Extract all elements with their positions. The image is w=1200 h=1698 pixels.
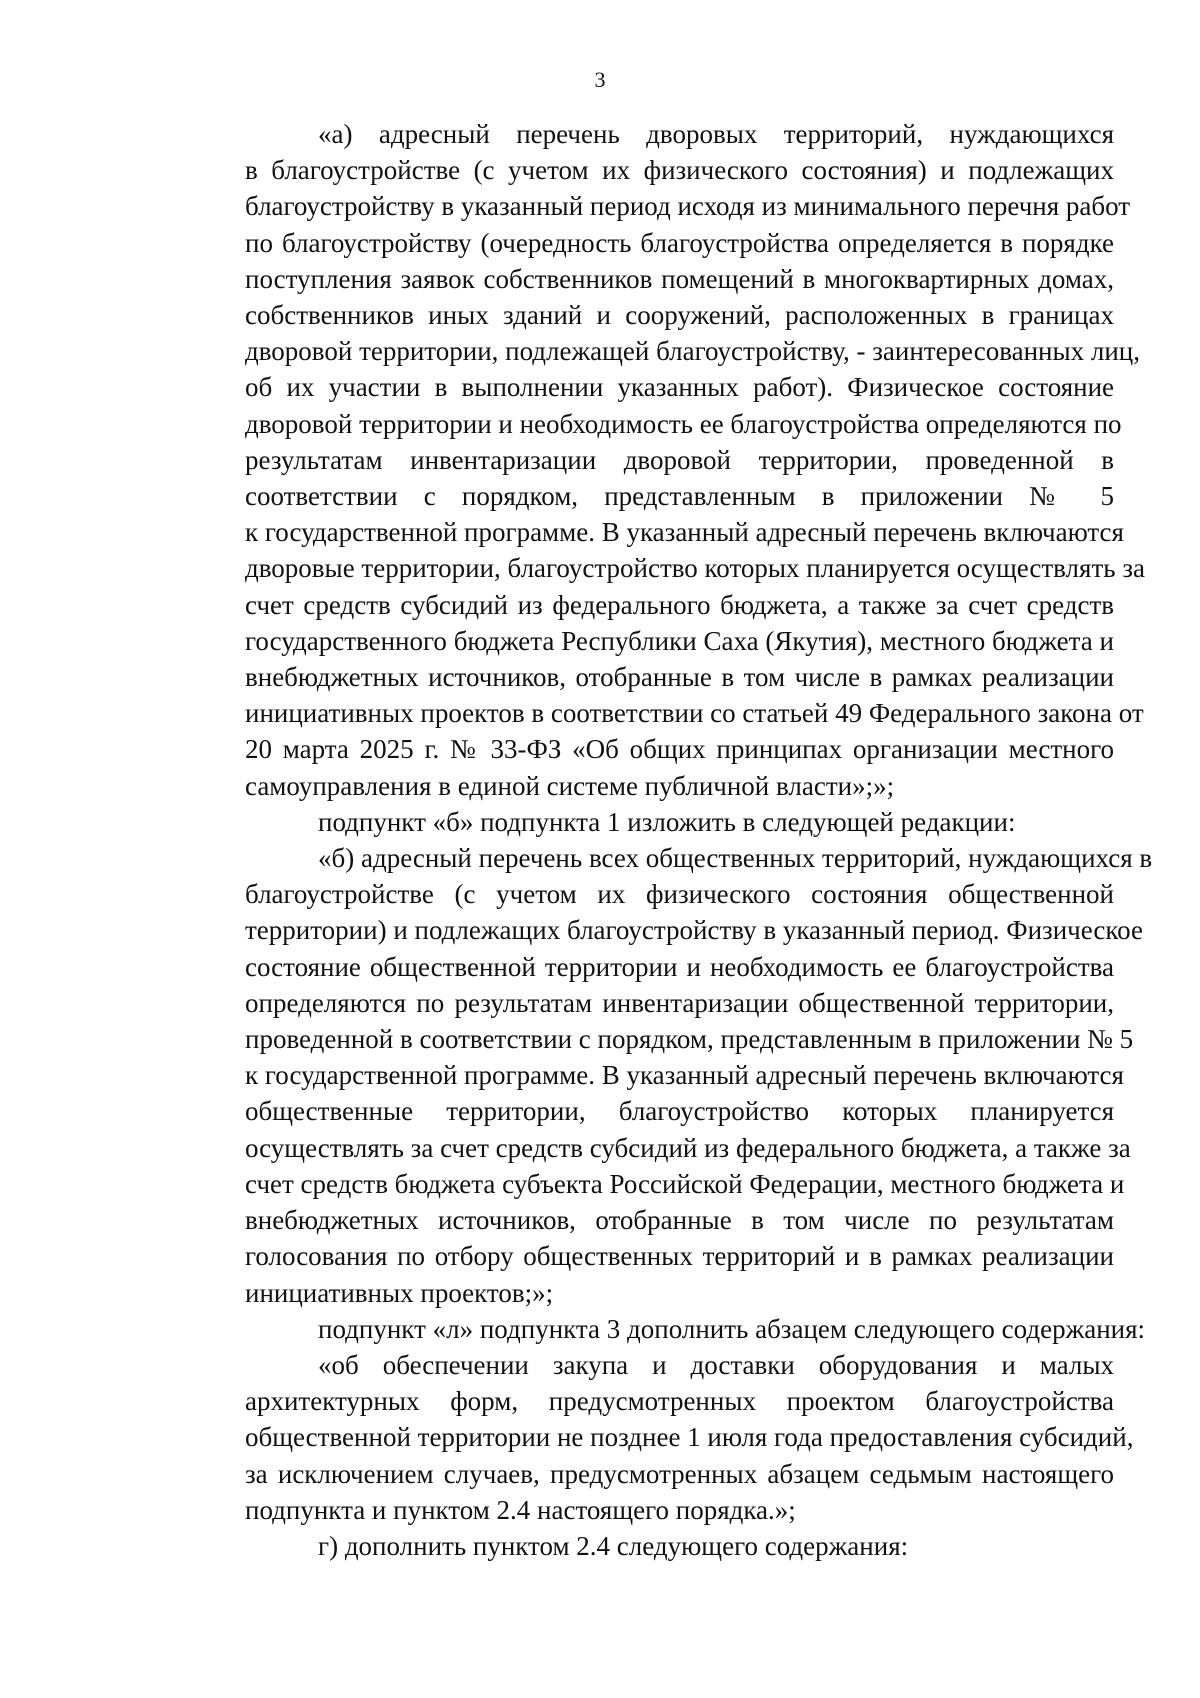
- text-line: к государственной программе. В указанный адресный перечень включаются: [245, 1060, 1124, 1091]
- text-line: самоуправления в единой системе публичной власти»;»;: [245, 770, 895, 801]
- text-line: инициативных проектов в соответствии со статьей 49 Федерального закона от: [245, 698, 1144, 729]
- text-line: об их участии в выполнении указанных работ). Физическое состояние: [245, 372, 1114, 403]
- text-line: по благоустройству (очередность благоустройства определяется в порядке: [245, 227, 1114, 258]
- text-line: определяются по результатам инвентаризации общественной территории,: [245, 987, 1114, 1018]
- text-line: собственников иных зданий и сооружений, расположенных в границах: [245, 300, 1114, 331]
- paragraph-instruction-l: [172, 1311, 1146, 1347]
- text-line: архитектурных форм, предусмотренных проектом благоустройства: [245, 1386, 1114, 1417]
- page-number: 3: [594, 67, 606, 92]
- paragraph-subpoint-b: [172, 840, 1153, 1311]
- text-line: за исключением случаев, предусмотренных абзацем седьмым настоящего: [245, 1458, 1114, 1489]
- text-line: 20 марта 2025 г. № 33-ФЗ «Об общих принципах организации местного: [245, 734, 1114, 765]
- text-line: внебюджетных источников, отобранные в том числе в рамках реализации: [245, 662, 1114, 693]
- text-line: дворовые территории, благоустройство которых планируется осуществлять за: [245, 553, 1145, 584]
- text-line: «б) адресный перечень всех общественных территорий, нуждающихся в: [318, 843, 1153, 874]
- text-line: дворовой территории и необходимость ее благоустройства определяются по: [245, 408, 1122, 439]
- text-line: дворовой территории, подлежащей благоустройству, - заинтересованных лиц,: [245, 336, 1140, 367]
- paragraph-subpoint-a: [172, 116, 1145, 804]
- text-line: инициативных проектов;»;: [245, 1277, 554, 1308]
- text-line: состояние общественной территории и необходимость ее благоустройства: [245, 951, 1114, 982]
- paragraph-instruction-g: [172, 1528, 1114, 1564]
- text-line: общественные территории, благоустройство которых планируется: [245, 1096, 1114, 1127]
- text-line: результатам инвентаризации дворовой территории, проведенной в: [245, 444, 1114, 475]
- document-body: [172, 116, 1153, 1564]
- text-line: осуществлять за счет средств субсидий из федерального бюджета, а также за: [245, 1132, 1131, 1163]
- text-line: счет средств субсидий из федерального бюджета, а также за счет средств: [245, 589, 1114, 620]
- text-line: территории) и подлежащих благоустройству в указанный период. Физическое: [245, 915, 1143, 946]
- text-line: поступления заявок собственников помещений в многоквартирных домах,: [245, 263, 1114, 294]
- text-line: к государственной программе. В указанный адресный перечень включаются: [245, 517, 1124, 548]
- text-line: государственного бюджета Республики Саха (Якутия), местного бюджета и: [245, 625, 1114, 656]
- text-line: г) дополнить пунктом 2.4 следующего содержания:: [318, 1530, 909, 1561]
- text-line: общественной территории не позднее 1 июля года предоставления субсидий,: [245, 1422, 1134, 1453]
- text-line: «а) адресный перечень дворовых территорий, нуждающихся: [318, 119, 1114, 149]
- text-line: подпункта и пунктом 2.4 настоящего порядка.»;: [245, 1494, 796, 1525]
- text-line: благоустройству в указанный период исходя из минимального перечня работ: [245, 191, 1131, 222]
- text-line: счет средств бюджета субъекта Российской Федерации, местного бюджета и: [245, 1168, 1125, 1199]
- paragraph-instruction-b: [172, 804, 1114, 840]
- text-line: благоустройстве (с учетом их физического состояния общественной: [245, 879, 1114, 910]
- paragraph-subpoint-l: [172, 1347, 1134, 1528]
- text-line: подпункт «л» подпункта 3 дополнить абзацем следующего содержания:: [318, 1313, 1146, 1344]
- text-line: подпункт «б» подпункта 1 изложить в следующей редакции:: [318, 806, 1016, 837]
- text-line: соответствии с порядком, представленным в приложении № 5: [245, 481, 1114, 512]
- text-line: проведенной в соответствии с порядком, представленным в приложении № 5: [245, 1024, 1134, 1055]
- text-line: внебюджетных источников, отобранные в том числе по результатам: [245, 1205, 1114, 1236]
- text-line: голосования по отбору общественных территорий и в рамках реализации: [245, 1241, 1114, 1272]
- text-line: в благоустройстве (с учетом их физического состояния) и подлежащих: [245, 155, 1114, 186]
- text-line: «об обеспечении закупа и доставки оборудования и малых: [318, 1349, 1114, 1380]
